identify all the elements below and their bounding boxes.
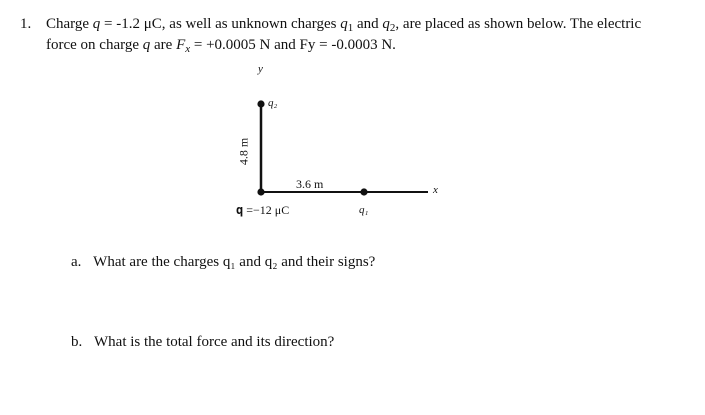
x-axis-label: x xyxy=(433,184,438,196)
y-axis-label: y xyxy=(258,63,263,75)
vertical-distance-label: 4.8 m xyxy=(236,137,251,166)
q1-label: q₁ xyxy=(359,204,369,216)
problem-text: = -1.2 μC, as well as unknown charges xyxy=(100,16,341,32)
charge-q-dot xyxy=(257,188,264,195)
charge-q2-symbol: q xyxy=(382,16,390,32)
charge-q2-subscript: 2 xyxy=(389,22,396,34)
charge-q1-subscript: 1 xyxy=(347,22,354,34)
question-text: What are the charges q₁ and q₂ and their signs? xyxy=(93,254,376,270)
problem-text: are xyxy=(150,37,177,53)
question-letter: a. xyxy=(71,254,82,270)
problem-text: = +0.0005 N and Fy = -0.0003 N. xyxy=(190,37,396,53)
q2-label: q₂ xyxy=(268,97,278,109)
problem-number: 1. xyxy=(20,16,32,32)
question-b xyxy=(71,334,334,351)
q-value: =−12 μC xyxy=(243,203,290,217)
problem-text: force on charge xyxy=(46,37,143,53)
charge-q1-dot xyxy=(360,188,367,195)
problem-text: Charge xyxy=(46,16,93,32)
q-symbol: q xyxy=(236,203,244,217)
question-a xyxy=(71,254,375,271)
horizontal-distance-label: 3.6 m xyxy=(296,177,324,191)
charge-q-symbol: q xyxy=(142,37,151,53)
problem-text: and xyxy=(353,16,383,32)
charge-q1-symbol: q xyxy=(340,16,348,32)
charge-q2-dot xyxy=(257,100,264,107)
problem-text: , are placed as shown below. The electric xyxy=(395,16,642,32)
question-text: What is the total force and its direction? xyxy=(94,334,335,350)
force-symbol: F xyxy=(176,37,186,53)
charge-q-symbol: q xyxy=(92,16,101,32)
question-letter: b. xyxy=(71,334,83,350)
force-subscript: x xyxy=(185,43,191,55)
q-charge-label xyxy=(236,203,289,218)
